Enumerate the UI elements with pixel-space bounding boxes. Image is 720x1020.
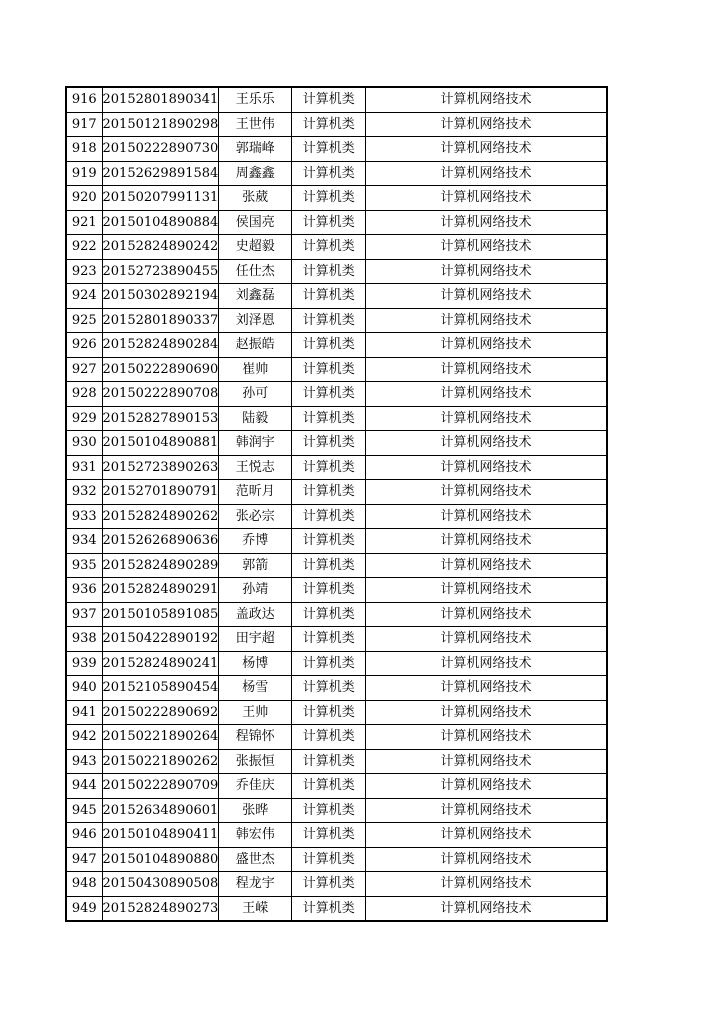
category-cell: 计算机类 (292, 823, 366, 848)
major-cell: 计算机网络技术 (366, 357, 607, 382)
major-cell: 计算机网络技术 (366, 798, 607, 823)
major-cell: 计算机网络技术 (366, 406, 607, 431)
student-id-cell: 20152801890341 (102, 87, 219, 112)
row-number-cell: 920 (66, 186, 102, 211)
student-id-cell: 20152824890273 (102, 896, 219, 921)
table-row (66, 504, 607, 529)
category-cell: 计算机类 (292, 137, 366, 162)
student-id-cell: 20152629891584 (102, 161, 219, 186)
student-name-cell: 程龙宇 (219, 872, 292, 897)
category-cell: 计算机类 (292, 480, 366, 505)
table-body (66, 87, 607, 921)
major-cell: 计算机网络技术 (366, 87, 607, 112)
row-number-cell: 932 (66, 480, 102, 505)
table-row (66, 578, 607, 603)
category-cell: 计算机类 (292, 725, 366, 750)
student-id-cell: 20150222890690 (102, 357, 219, 382)
row-number-cell: 948 (66, 872, 102, 897)
student-name-cell: 刘泽恩 (219, 308, 292, 333)
student-name-cell: 张振恒 (219, 749, 292, 774)
row-number-cell: 925 (66, 308, 102, 333)
student-name-cell: 韩润宇 (219, 431, 292, 456)
major-cell: 计算机网络技术 (366, 480, 607, 505)
table-row (66, 725, 607, 750)
student-name-cell: 韩宏伟 (219, 823, 292, 848)
category-cell: 计算机类 (292, 455, 366, 480)
student-id-cell: 20150222890730 (102, 137, 219, 162)
student-id-cell: 20150121890298 (102, 112, 219, 137)
category-cell: 计算机类 (292, 357, 366, 382)
major-cell: 计算机网络技术 (366, 235, 607, 260)
row-number-cell: 918 (66, 137, 102, 162)
student-id-cell: 20150104890880 (102, 847, 219, 872)
category-cell: 计算机类 (292, 676, 366, 701)
table-row (66, 553, 607, 578)
student-name-cell: 盖政达 (219, 602, 292, 627)
student-name-cell: 王乐乐 (219, 87, 292, 112)
table-row (66, 847, 607, 872)
major-cell: 计算机网络技术 (366, 700, 607, 725)
category-cell: 计算机类 (292, 382, 366, 407)
row-number-cell: 944 (66, 774, 102, 799)
row-number-cell: 922 (66, 235, 102, 260)
row-number-cell: 917 (66, 112, 102, 137)
category-cell: 计算机类 (292, 504, 366, 529)
student-id-cell: 20152827890153 (102, 406, 219, 431)
table-row (66, 210, 607, 235)
table-row (66, 308, 607, 333)
row-number-cell: 916 (66, 87, 102, 112)
category-cell: 计算机类 (292, 87, 366, 112)
table-row (66, 700, 607, 725)
major-cell: 计算机网络技术 (366, 431, 607, 456)
category-cell: 计算机类 (292, 749, 366, 774)
student-name-cell: 周鑫鑫 (219, 161, 292, 186)
table-row (66, 87, 607, 112)
student-name-cell: 杨博 (219, 651, 292, 676)
row-number-cell: 940 (66, 676, 102, 701)
table-row (66, 627, 607, 652)
student-name-cell: 任仕杰 (219, 259, 292, 284)
category-cell: 计算机类 (292, 284, 366, 309)
category-cell: 计算机类 (292, 186, 366, 211)
row-number-cell: 937 (66, 602, 102, 627)
student-name-cell: 乔佳庆 (219, 774, 292, 799)
student-name-cell: 王帅 (219, 700, 292, 725)
student-id-cell: 20150221890262 (102, 749, 219, 774)
major-cell: 计算机网络技术 (366, 676, 607, 701)
table-row (66, 798, 607, 823)
student-id-cell: 20152824890289 (102, 553, 219, 578)
table-row (66, 872, 607, 897)
student-name-cell: 程锦怀 (219, 725, 292, 750)
student-name-cell: 孙可 (219, 382, 292, 407)
category-cell: 计算机类 (292, 602, 366, 627)
major-cell: 计算机网络技术 (366, 896, 607, 921)
student-id-cell: 20150104890884 (102, 210, 219, 235)
major-cell: 计算机网络技术 (366, 529, 607, 554)
student-id-cell: 20152824890241 (102, 651, 219, 676)
table-row (66, 774, 607, 799)
student-name-cell: 王世伟 (219, 112, 292, 137)
student-name-cell: 孙靖 (219, 578, 292, 603)
row-number-cell: 941 (66, 700, 102, 725)
row-number-cell: 927 (66, 357, 102, 382)
row-number-cell: 936 (66, 578, 102, 603)
student-id-cell: 20150105891085 (102, 602, 219, 627)
row-number-cell: 949 (66, 896, 102, 921)
row-number-cell: 938 (66, 627, 102, 652)
row-number-cell: 924 (66, 284, 102, 309)
table-row (66, 896, 607, 921)
category-cell: 计算机类 (292, 774, 366, 799)
major-cell: 计算机网络技术 (366, 308, 607, 333)
student-name-cell: 范昕月 (219, 480, 292, 505)
student-name-cell: 郭瑞峰 (219, 137, 292, 162)
table-row (66, 259, 607, 284)
student-name-cell: 张必宗 (219, 504, 292, 529)
major-cell: 计算机网络技术 (366, 382, 607, 407)
student-id-cell: 20150222890709 (102, 774, 219, 799)
table-row (66, 161, 607, 186)
table-row (66, 112, 607, 137)
table-row (66, 333, 607, 358)
table-row (66, 284, 607, 309)
major-cell: 计算机网络技术 (366, 333, 607, 358)
category-cell: 计算机类 (292, 627, 366, 652)
student-name-cell: 田宇超 (219, 627, 292, 652)
major-cell: 计算机网络技术 (366, 627, 607, 652)
major-cell: 计算机网络技术 (366, 455, 607, 480)
major-cell: 计算机网络技术 (366, 578, 607, 603)
category-cell: 计算机类 (292, 161, 366, 186)
category-cell: 计算机类 (292, 896, 366, 921)
row-number-cell: 926 (66, 333, 102, 358)
category-cell: 计算机类 (292, 872, 366, 897)
category-cell: 计算机类 (292, 651, 366, 676)
table-row (66, 529, 607, 554)
student-id-cell: 20152723890455 (102, 259, 219, 284)
table-row (66, 137, 607, 162)
student-id-cell: 20152801890337 (102, 308, 219, 333)
category-cell: 计算机类 (292, 235, 366, 260)
row-number-cell: 942 (66, 725, 102, 750)
row-number-cell: 935 (66, 553, 102, 578)
major-cell: 计算机网络技术 (366, 725, 607, 750)
category-cell: 计算机类 (292, 798, 366, 823)
row-number-cell: 943 (66, 749, 102, 774)
table-row (66, 823, 607, 848)
student-name-cell: 张葳 (219, 186, 292, 211)
major-cell: 计算机网络技术 (366, 186, 607, 211)
table-row (66, 357, 607, 382)
major-cell: 计算机网络技术 (366, 553, 607, 578)
row-number-cell: 934 (66, 529, 102, 554)
student-name-cell: 刘鑫磊 (219, 284, 292, 309)
student-id-cell: 20152105890454 (102, 676, 219, 701)
category-cell: 计算机类 (292, 112, 366, 137)
student-id-cell: 20150222890692 (102, 700, 219, 725)
category-cell: 计算机类 (292, 210, 366, 235)
category-cell: 计算机类 (292, 700, 366, 725)
student-id-cell: 20152723890263 (102, 455, 219, 480)
student-id-cell: 20152824890284 (102, 333, 219, 358)
table-row (66, 480, 607, 505)
table-row (66, 235, 607, 260)
student-id-cell: 20152634890601 (102, 798, 219, 823)
row-number-cell: 933 (66, 504, 102, 529)
row-number-cell: 946 (66, 823, 102, 848)
row-number-cell: 931 (66, 455, 102, 480)
row-number-cell: 921 (66, 210, 102, 235)
table-row (66, 676, 607, 701)
student-list-table (65, 86, 608, 922)
student-id-cell: 20150104890881 (102, 431, 219, 456)
category-cell: 计算机类 (292, 847, 366, 872)
category-cell: 计算机类 (292, 578, 366, 603)
category-cell: 计算机类 (292, 333, 366, 358)
table-row (66, 749, 607, 774)
category-cell: 计算机类 (292, 259, 366, 284)
student-name-cell: 王嵘 (219, 896, 292, 921)
student-name-cell: 王悦志 (219, 455, 292, 480)
row-number-cell: 929 (66, 406, 102, 431)
major-cell: 计算机网络技术 (366, 823, 607, 848)
table-row (66, 651, 607, 676)
student-name-cell: 张晔 (219, 798, 292, 823)
student-id-cell: 20150104890411 (102, 823, 219, 848)
row-number-cell: 928 (66, 382, 102, 407)
table-row (66, 186, 607, 211)
major-cell: 计算机网络技术 (366, 210, 607, 235)
major-cell: 计算机网络技术 (366, 112, 607, 137)
row-number-cell: 945 (66, 798, 102, 823)
student-id-cell: 20152824890262 (102, 504, 219, 529)
category-cell: 计算机类 (292, 431, 366, 456)
major-cell: 计算机网络技术 (366, 847, 607, 872)
major-cell: 计算机网络技术 (366, 137, 607, 162)
row-number-cell: 930 (66, 431, 102, 456)
row-number-cell: 919 (66, 161, 102, 186)
student-id-cell: 20152824890291 (102, 578, 219, 603)
category-cell: 计算机类 (292, 529, 366, 554)
major-cell: 计算机网络技术 (366, 651, 607, 676)
major-cell: 计算机网络技术 (366, 872, 607, 897)
table-row (66, 431, 607, 456)
student-name-cell: 乔博 (219, 529, 292, 554)
student-id-cell: 20152701890791 (102, 480, 219, 505)
student-name-cell: 崔帅 (219, 357, 292, 382)
student-name-cell: 陆毅 (219, 406, 292, 431)
student-id-cell: 20152626890636 (102, 529, 219, 554)
category-cell: 计算机类 (292, 406, 366, 431)
student-name-cell: 盛世杰 (219, 847, 292, 872)
student-id-cell: 20150221890264 (102, 725, 219, 750)
major-cell: 计算机网络技术 (366, 161, 607, 186)
category-cell: 计算机类 (292, 553, 366, 578)
row-number-cell: 939 (66, 651, 102, 676)
student-id-cell: 20150222890708 (102, 382, 219, 407)
student-id-cell: 20150302892194 (102, 284, 219, 309)
major-cell: 计算机网络技术 (366, 602, 607, 627)
student-name-cell: 赵振皓 (219, 333, 292, 358)
category-cell: 计算机类 (292, 308, 366, 333)
table-row (66, 602, 607, 627)
major-cell: 计算机网络技术 (366, 774, 607, 799)
major-cell: 计算机网络技术 (366, 504, 607, 529)
row-number-cell: 947 (66, 847, 102, 872)
student-name-cell: 郭箭 (219, 553, 292, 578)
row-number-cell: 923 (66, 259, 102, 284)
student-name-cell: 杨雪 (219, 676, 292, 701)
major-cell: 计算机网络技术 (366, 259, 607, 284)
student-id-cell: 20152824890242 (102, 235, 219, 260)
table-row (66, 382, 607, 407)
table-row (66, 406, 607, 431)
student-name-cell: 侯国亮 (219, 210, 292, 235)
student-name-cell: 史超毅 (219, 235, 292, 260)
major-cell: 计算机网络技术 (366, 749, 607, 774)
table-row (66, 455, 607, 480)
student-id-cell: 20150422890192 (102, 627, 219, 652)
student-id-cell: 20150207991131 (102, 186, 219, 211)
major-cell: 计算机网络技术 (366, 284, 607, 309)
student-id-cell: 20150430890508 (102, 872, 219, 897)
